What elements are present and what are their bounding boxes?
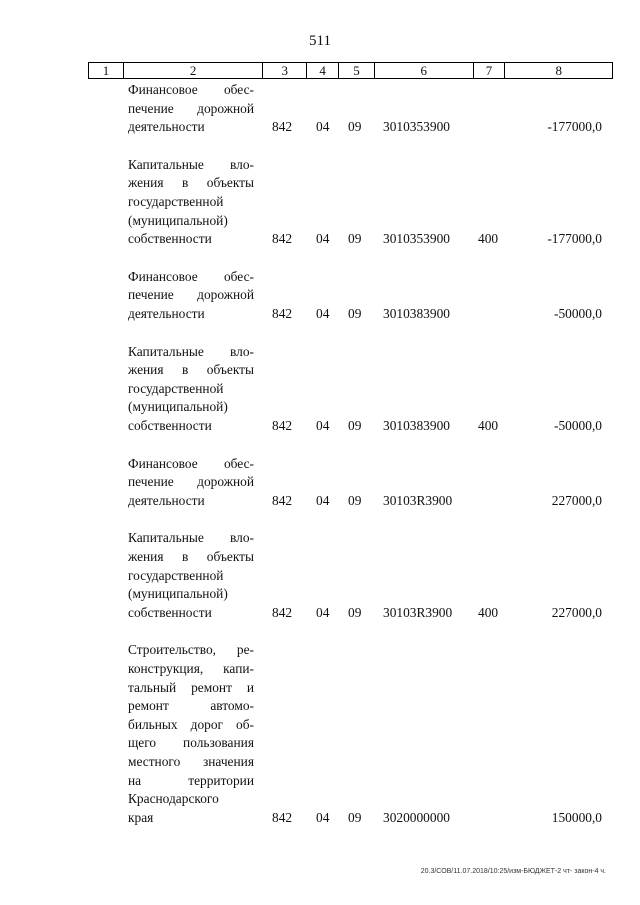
- cell-c4: 04: [316, 809, 330, 825]
- cell-c6: 3010383900: [383, 417, 450, 433]
- row-description: [128, 455, 254, 511]
- cell-c3: 842: [272, 809, 293, 825]
- description-line: местного значения: [128, 753, 254, 769]
- description-line: Финансовое обес-: [128, 455, 254, 471]
- cell-c4: 04: [316, 305, 330, 321]
- header-col-4: 4: [307, 63, 339, 78]
- header-col-3: 3: [263, 63, 307, 78]
- table-row: [0, 343, 640, 436]
- cell-c3: 842: [272, 492, 293, 508]
- header-col-5: 5: [339, 63, 375, 78]
- row-description: [128, 529, 254, 622]
- description-line: собственности: [128, 417, 212, 433]
- row-description: [128, 156, 254, 249]
- cell-c8: -177000,0: [547, 231, 602, 247]
- cell-c3: 842: [272, 305, 293, 321]
- row-description: [128, 268, 254, 324]
- cell-c3: 842: [272, 417, 293, 433]
- description-line: жения в объекты: [128, 362, 254, 378]
- table-row: [0, 641, 640, 827]
- description-line: Капитальные вло-: [128, 156, 254, 172]
- cell-c5: 09: [348, 231, 362, 247]
- cell-c8: -50000,0: [554, 305, 602, 321]
- description-line: (муниципальной): [128, 586, 228, 602]
- row-description: [128, 81, 254, 137]
- description-line: собственности: [128, 604, 212, 620]
- header-col-1: 1: [89, 63, 124, 78]
- cell-c8: -177000,0: [547, 119, 602, 135]
- cell-c5: 09: [348, 417, 362, 433]
- description-line: Финансовое обес-: [128, 268, 254, 284]
- header-col-6: 6: [375, 63, 474, 78]
- cell-c4: 04: [316, 604, 330, 620]
- description-line: жения в объекты: [128, 175, 254, 191]
- header-col-2: 2: [124, 63, 263, 78]
- cell-c4: 04: [316, 492, 330, 508]
- table-row: [0, 156, 640, 249]
- cell-c5: 09: [348, 119, 362, 135]
- cell-c5: 09: [348, 809, 362, 825]
- description-line: Строительство, ре-: [128, 642, 254, 658]
- table-row: [0, 455, 640, 511]
- description-line: Краснодарского: [128, 791, 219, 807]
- cell-c3: 842: [272, 604, 293, 620]
- description-line: печение дорожной: [128, 100, 254, 116]
- description-line: печение дорожной: [128, 287, 254, 303]
- cell-c5: 09: [348, 305, 362, 321]
- cell-c6: 3020000000: [383, 809, 450, 825]
- page-number: 511: [309, 33, 331, 49]
- description-line: деятельности: [128, 305, 205, 321]
- description-line: конструкция, капи-: [128, 660, 254, 676]
- description-line: государственной: [128, 380, 224, 396]
- table-row: [0, 529, 640, 622]
- cell-c4: 04: [316, 417, 330, 433]
- cell-c8: 227000,0: [551, 604, 602, 620]
- cell-c8: -50000,0: [554, 417, 602, 433]
- description-line: Капитальные вло-: [128, 530, 254, 546]
- row-description: [128, 343, 254, 436]
- table-row: [0, 268, 640, 324]
- cell-c5: 09: [348, 604, 362, 620]
- cell-c6: 3010353900: [383, 119, 450, 135]
- row-description: [128, 641, 254, 827]
- description-line: (муниципальной): [128, 212, 228, 228]
- cell-c3: 842: [272, 231, 293, 247]
- cell-c5: 09: [348, 492, 362, 508]
- description-line: щего пользования: [128, 735, 254, 751]
- cell-c8: 150000,0: [551, 809, 602, 825]
- description-line: ремонт автомо-: [128, 698, 254, 714]
- description-line: собственности: [128, 231, 212, 247]
- cell-c6: 3010383900: [383, 305, 450, 321]
- description-line: бильных дорог об-: [128, 716, 254, 732]
- description-line: печение дорожной: [128, 474, 254, 490]
- cell-c4: 04: [316, 231, 330, 247]
- table-row: [0, 81, 640, 137]
- cell-c6: 30103R3900: [383, 604, 453, 620]
- description-line: тальный ремонт и: [128, 679, 254, 695]
- description-line: деятельности: [128, 119, 205, 135]
- cell-c7: 400: [478, 604, 499, 620]
- description-line: государственной: [128, 193, 224, 209]
- description-line: Капитальные вло-: [128, 343, 254, 359]
- cell-c3: 842: [272, 119, 293, 135]
- description-line: Финансовое обес-: [128, 82, 254, 97]
- description-line: деятельности: [128, 492, 205, 508]
- description-line: государственной: [128, 567, 224, 583]
- header-col-7: 7: [474, 63, 506, 78]
- cell-c6: 3010353900: [383, 231, 450, 247]
- cell-c8: 227000,0: [551, 492, 602, 508]
- table-header: [88, 62, 613, 79]
- description-line: края: [128, 809, 154, 825]
- header-col-8: 8: [555, 63, 562, 78]
- description-line: жения в объекты: [128, 548, 254, 564]
- description-line: на территории: [128, 772, 254, 788]
- cell-c6: 30103R3900: [383, 492, 453, 508]
- document-footer: 20.3/СОВ/11.07.2018/10:25/изм-БЮДЖЕТ-2 чт- закон-4 ч.: [420, 868, 606, 875]
- cell-c7: 400: [478, 231, 499, 247]
- description-line: (муниципальной): [128, 399, 228, 415]
- cell-c7: 400: [478, 417, 499, 433]
- cell-c4: 04: [316, 119, 330, 135]
